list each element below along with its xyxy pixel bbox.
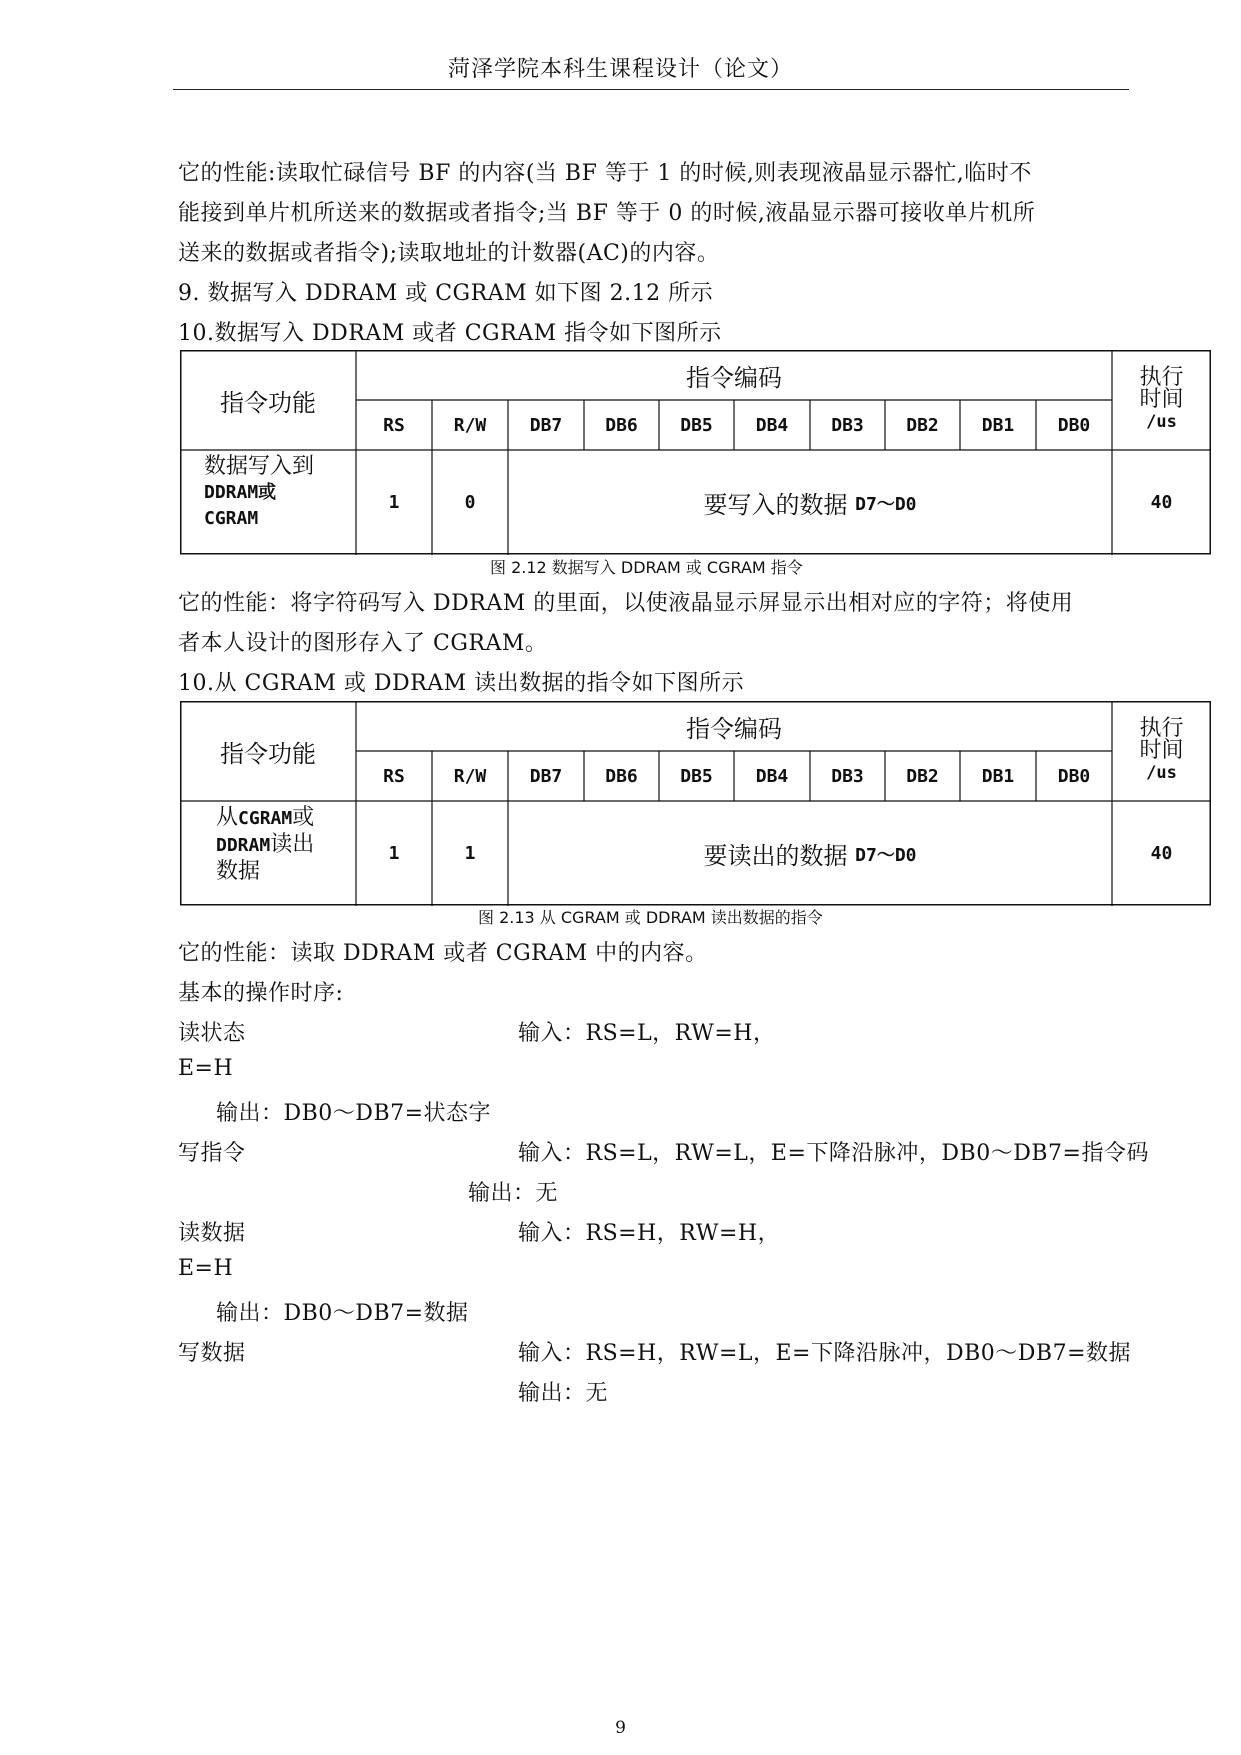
rs-value: 1: [388, 843, 400, 864]
function-cell: [216, 805, 356, 903]
table-header-code: 指令编码: [686, 714, 782, 743]
rs-value: 1: [388, 492, 400, 513]
timing-output: 输出：无: [468, 1181, 559, 1206]
timing-label: 写指令: [178, 1141, 246, 1166]
function-line-part: DDRAM: [216, 835, 271, 856]
function-line-part: 从: [216, 805, 239, 830]
timing-e: E=H: [178, 1056, 234, 1081]
timing-input: 输入：RS=L，RW=H，: [518, 1021, 776, 1046]
data-cell: [508, 450, 1112, 555]
function-line-part: 或: [292, 805, 315, 830]
instruction-table-write: [180, 350, 1211, 529]
function-line: DDRAM或: [204, 482, 277, 503]
table-header-function: 指令功能: [220, 739, 316, 768]
column-header: DB5: [680, 414, 713, 436]
column-header: DB5: [680, 765, 713, 787]
body-text-line: 它的性能：读取 DDRAM 或者 CGRAM 中的内容。: [178, 941, 708, 966]
exec-label-line1: 执行: [1139, 716, 1184, 741]
column-header: RS: [383, 414, 405, 436]
column-header: DB7: [529, 414, 563, 436]
table-header-code: 指令编码: [686, 363, 782, 392]
column-header: R/W: [453, 765, 487, 787]
timing-input: 输入：RS=L，RW=L，E=下降沿脉冲，DB0～DB7=指令码: [518, 1141, 1149, 1166]
timing-title: 基本的操作时序:: [178, 981, 344, 1006]
column-header: DB2: [906, 414, 939, 436]
body-text-line: 者本人设计的图形存入了 CGRAM。: [178, 631, 548, 656]
exec-label-line2: 时间: [1139, 738, 1184, 763]
rw-value: 1: [464, 843, 476, 864]
function-line: CGRAM: [204, 508, 259, 529]
function-line: [216, 832, 314, 859]
column-header: DB0: [1057, 414, 1091, 436]
column-header: DB6: [605, 765, 638, 787]
page-number: 9: [615, 1718, 626, 1738]
body-text-line: 送来的数据或者指令);读取地址的计数器(AC)的内容。: [178, 241, 720, 266]
timing-label: 读状态: [178, 1021, 246, 1046]
timing-output: 输出：DB0～DB7=数据: [216, 1301, 469, 1326]
function-line: 数据写入到: [204, 454, 315, 479]
table-header-exec: [1112, 701, 1211, 801]
data-text: 要写入的数据: [703, 491, 848, 519]
timing-output: 输出：无: [518, 1381, 609, 1406]
column-header: DB3: [831, 765, 864, 787]
exec-label-line2: 时间: [1139, 387, 1184, 412]
timing-input: 输入：RS=H，RW=H，: [518, 1221, 781, 1246]
instruction-table-read: [180, 701, 1211, 884]
column-header: DB7: [529, 765, 563, 787]
column-header: DB2: [906, 765, 939, 787]
function-line-part: 读出: [270, 832, 315, 857]
column-header: RS: [383, 765, 405, 787]
item-9-text: 9. 数据写入 DDRAM 或 CGRAM 如下图 2.12 所示: [178, 281, 714, 306]
timing-label: 写数据: [178, 1341, 246, 1366]
exec-time-value: 40: [1150, 492, 1173, 513]
figure-caption: 图 2.12 数据写入 DDRAM 或 CGRAM 指令: [490, 558, 803, 577]
exec-time-value: 40: [1150, 843, 1173, 864]
column-header: DB1: [981, 414, 1015, 436]
exec-unit: /us: [1146, 412, 1177, 432]
body-text-line: 它的性能：将字符码写入 DDRAM 的里面，以使液晶显示屏显示出相对应的字符；将使用: [178, 591, 1074, 616]
item-10-text: 10.从 CGRAM 或 DDRAM 读出数据的指令如下图所示: [178, 671, 745, 696]
data-cell: [508, 801, 1112, 906]
timing-output: 输出：DB0～DB7=状态字: [216, 1101, 492, 1126]
data-text: 要读出的数据: [703, 842, 848, 870]
function-line: 数据: [216, 859, 261, 884]
column-header: DB1: [981, 765, 1015, 787]
rw-value: 0: [464, 492, 476, 513]
page-header-title: 菏泽学院本科生课程设计（论文）: [447, 57, 793, 82]
body-text-line: 它的性能:读取忙碌信号 BF 的内容(当 BF 等于 1 的时候,则表现液晶显示器忙,临时不: [178, 161, 1032, 186]
function-line: [216, 805, 314, 832]
function-cell: [204, 454, 356, 552]
column-header: DB0: [1057, 765, 1091, 787]
column-header: DB4: [755, 414, 789, 436]
exec-label-line1: 执行: [1139, 365, 1184, 390]
exec-unit: /us: [1146, 763, 1177, 783]
timing-e: E=H: [178, 1256, 234, 1281]
column-header: DB4: [755, 765, 789, 787]
body-text-line: 能接到单片机所送来的数据或者指令;当 BF 等于 0 的时候,液晶显示器可接收单片机所: [178, 201, 1036, 226]
column-header: DB6: [605, 414, 638, 436]
data-range: D7～D0: [855, 844, 917, 866]
timing-label: 读数据: [178, 1221, 246, 1246]
item-10-text: 10.数据写入 DDRAM 或者 CGRAM 指令如下图所示: [178, 321, 722, 346]
timing-input: 输入：RS=H，RW=L，E=下降沿脉冲，DB0～DB7=数据: [518, 1341, 1132, 1366]
data-range: D7～D0: [855, 493, 917, 515]
table-header-function: 指令功能: [220, 388, 316, 417]
table-header-exec: [1112, 350, 1211, 450]
column-header: DB3: [831, 414, 864, 436]
function-line-part: CGRAM: [238, 808, 293, 829]
header-rule: [173, 89, 1129, 90]
figure-caption: 图 2.13 从 CGRAM 或 DDRAM 读出数据的指令: [478, 908, 823, 927]
column-header: R/W: [453, 414, 487, 436]
